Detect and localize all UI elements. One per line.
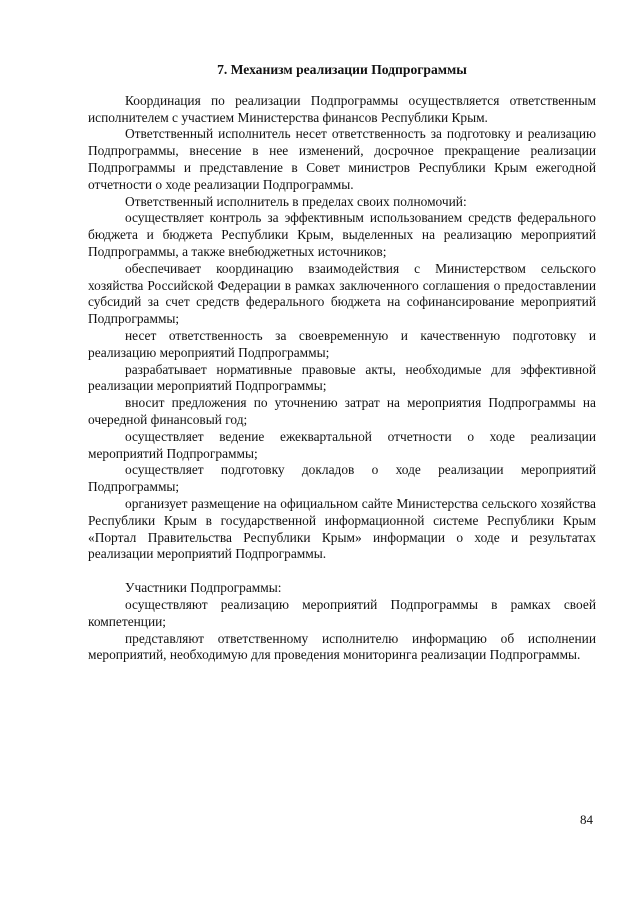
paragraph: вносит предложения по уточнению затрат на мероприятия Подпрограммы на очередной финансовый год; <box>88 395 596 427</box>
paragraph: осуществляют реализацию мероприятий Подпрограммы в рамках своей компетенции; <box>88 596 596 629</box>
paragraph: Участники Подпрограммы: <box>125 580 282 596</box>
section-heading: 7. Механизм реализации Подпрограммы <box>217 62 467 77</box>
section-body-1 <box>88 93 596 563</box>
paragraph: несет ответственность за своевременную и качественную подготовку и реализацию мероприятий Подпрограммы; <box>88 327 596 360</box>
paragraph: Ответственный исполнитель несет ответственность за подготовку и реализацию Подпрограммы, внесение в нее изменений, досрочное прекращение реализации Подпрограммы и представление в Совет министров Республики Крым ежегодной отчетности о ходе реализации Подпрограммы. <box>88 126 596 192</box>
paragraph: Координация по реализации Подпрограммы осуществляется ответственным исполнителем с участием Министерства финансов Республики Крым. <box>88 92 596 125</box>
paragraph-gap <box>88 563 596 580</box>
paragraph: осуществляет ведение ежеквартальной отчетности о ходе реализации мероприятий Подпрограммы; <box>88 428 596 461</box>
paragraph: осуществляет контроль за эффективным использованием средств федерального бюджета и бюджета Республики Крым, выделенных на реализацию мероприятий Подпрограммы, а также внебюджетных источников; <box>88 210 596 259</box>
page-number: 84 <box>580 812 593 827</box>
paragraph: осуществляет подготовку докладов о ходе реализации мероприятий Подпрограммы; <box>88 462 596 495</box>
paragraph: разрабатывает нормативные правовые акты, необходимые для эффективной реализации мероприятий Подпрограммы; <box>88 361 596 394</box>
paragraph: Ответственный исполнитель в пределах своих полномочий: <box>125 193 467 209</box>
paragraph: организует размещение на официальном сайте Министерства сельского хозяйства Республики Крым в государственной информационной системе Республики Крым «Портал Правительства Республики Крым» информации о ходе и результатах реализации мероприятий Подпрограммы. <box>88 495 596 562</box>
paragraph: обеспечивает координацию взаимодействия с Министерством сельского хозяйства Российской Федерации в рамках заключенного соглашения о предоставлении субсидий за счет средств федерального бюджета на софинансирование мероприятий Подпрограммы; <box>88 260 596 327</box>
document-page <box>88 62 596 664</box>
section-body-2 <box>88 580 596 664</box>
paragraph: представляют ответственному исполнителю информацию об исполнении мероприятий, необходимую для проведения мониторинга реализации Подпрограммы. <box>88 630 596 663</box>
